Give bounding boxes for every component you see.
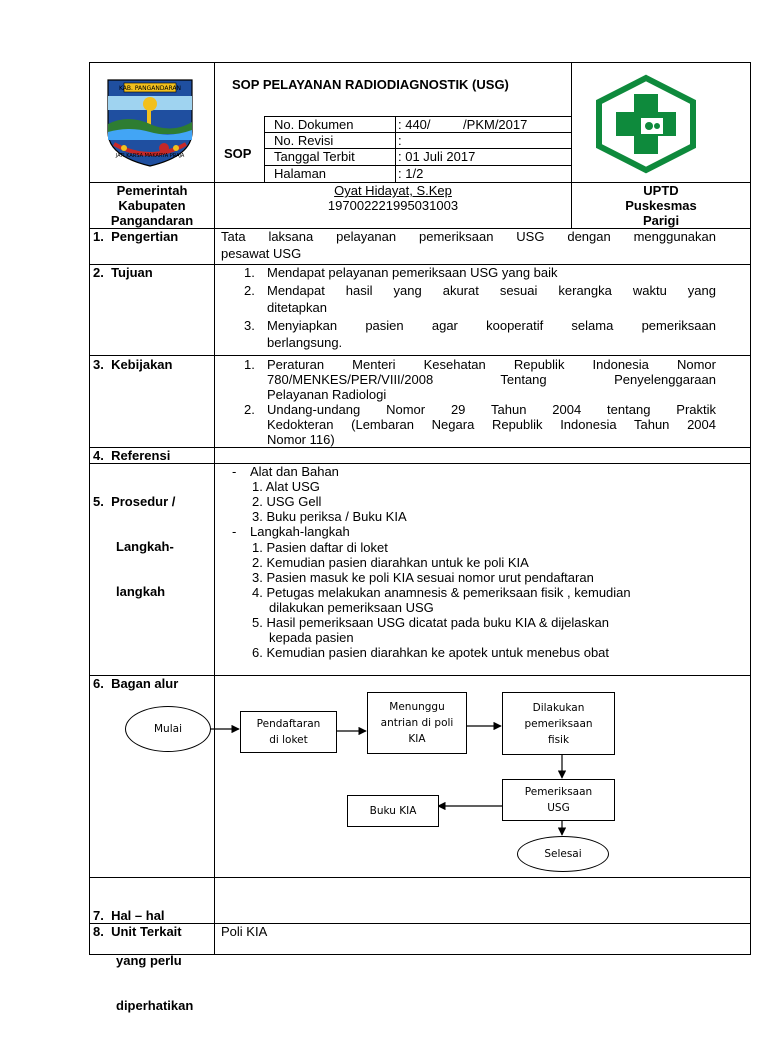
signer-nip: 197002221995031003 [327, 198, 459, 213]
meta-value-no-dokumen: : 440/ /PKM/2017 [398, 117, 528, 132]
section-label-kebijakan: 3. Kebijakan [93, 357, 173, 372]
flow-node-pemeriksaan-usg: Pemeriksaan USG [502, 779, 615, 821]
section-label-bagan-alur: 6. Bagan alur [93, 676, 179, 691]
section-label-hal-perlu-diperhatikan: 7. Hal – hal yang perlu diperhatikan [93, 908, 194, 1013]
org-name: UPTD Puskesmas Parigi [625, 183, 697, 228]
langkah-item: 2. Kemudian pasien diarahkan untuk ke poli KIA [252, 555, 529, 570]
document-title: SOP PELAYANAN RADIODIAGNOSTIK (USG) [232, 77, 509, 92]
kebijakan-item: Peraturan Menteri Kesehatan Republik Indonesia Nomor [267, 357, 716, 372]
pengertian-text-line2: pesawat USG [221, 246, 302, 261]
tujuan-item: Mendapat hasil yang akurat sesuai kerangka waktu yang [267, 283, 716, 298]
meta-label-halaman: Halaman [274, 166, 327, 181]
pengertian-text-line1: Tata laksana pelayanan pemeriksaan USG dengan menggunakan [221, 229, 716, 244]
section-label-tujuan: 2. Tujuan [93, 265, 153, 280]
langkah-item: 1. Pasien daftar di loket [252, 540, 388, 555]
meta-value-tanggal-terbit: : 01 Juli 2017 [398, 149, 476, 164]
langkah-item: 5. Hasil pemeriksaan USG dicatat pada buku KIA & dijelaskan [252, 615, 609, 630]
alat-item: 1. Alat USG [252, 479, 320, 494]
svg-text:JATI KARSA MAKARYA PRAJA: JATI KARSA MAKARYA PRAJA [115, 153, 185, 159]
flow-node-pendaftaran: Pendaftaran di loket [240, 711, 337, 753]
tujuan-item: Mendapat pelayanan pemeriksaan USG yang baik [267, 265, 558, 280]
meta-value-halaman: : 1/2 [398, 166, 424, 181]
sop-label: SOP [224, 146, 252, 161]
meta-label-tanggal-terbit: Tanggal Terbit [274, 149, 355, 164]
langkah-item: 4. Petugas melakukan anamnesis & pemeriksaan fisik , kemudian [252, 585, 631, 600]
flow-node-menunggu: Menunggu antrian di poli KIA [367, 692, 467, 754]
langkah-item: 3. Pasien masuk ke poli KIA sesuai nomor urut pendaftaran [252, 570, 594, 585]
alat-bahan-title: Alat dan Bahan [250, 464, 339, 479]
section-label-prosedur: 5. Prosedur / Langkah- langkah [93, 494, 176, 599]
flow-node-selesai: Selesai [517, 836, 609, 872]
meta-value-no-revisi: : [398, 133, 402, 148]
flow-node-dilakukan: Dilakukan pemeriksaan fisik [502, 692, 615, 755]
alat-item: 3. Buku periksa / Buku KIA [252, 509, 407, 524]
section-label-referensi: 4. Referensi [93, 448, 171, 463]
section-label-pengertian: 1. Pengertian [93, 229, 179, 244]
meta-label-no-dokumen: No. Dokumen [274, 117, 354, 132]
kebijakan-item: Undang-undang Nomor 29 Tahun 2004 tentang Praktik [267, 402, 716, 417]
unit-terkait-value: Poli KIA [221, 924, 268, 939]
signer-name: Oyat Hidayat, S.Kep [334, 183, 452, 198]
meta-label-no-revisi: No. Revisi [274, 133, 334, 148]
flow-node-mulai: Mulai [125, 706, 211, 752]
gov-name: Pemerintah Kabupaten Pangandaran [110, 183, 194, 228]
section-label-unit-terkait: 8. Unit Terkait [93, 924, 182, 939]
svg-text:KAB. PANGANDARAN: KAB. PANGANDARAN [118, 85, 182, 92]
langkah-title: Langkah-langkah [250, 524, 350, 539]
sop-document: KAB. PANGANDARAN JATI KARSA MAKARYA PRAJA SOP PELAYANAN RADIODIAGNOSTIK (USG) SOP No. Dokumen : 440/ /PKM/2017 No. Revisi : Tanggal Terbit : 01 Juli 2017 Halaman : 1/2 Pemerintah Kabupaten Pangandaran Oyat Hidayat, S.Kep 197002221995031003 UPTD Puskesmas Parigi 1. Pengertian Tata laksana pelayanan pemeriksaan USG dengan menggunakan pesawat USG 2. Tujuan 1. Mendapat pelayanan pemeriksaan USG yang baik 2. Mendapat hasil yang akurat sesuai kerangka waktu yang ditetapkan 3. Menyiapkan pasien agar kooperatif selama pemeriksaan berlangsung. 3. Kebijakan 1. Peraturan Menteri Kesehatan Republik Indonesia Nomor 780/MENKES/PER/VIII/2008 Tentang Penyelenggaraan Pelayanan Radiologi 2. Undang-undang Nomor 29 Tahun 2004 tentang Praktik Kedokteran (Lembaran Negara Republik Indonesia Tahun 2004 Nomor 116) 4. Referensi 5. Prosedur / Langkah- langkah - Alat dan Bahan 1. Alat USG 2. USG Gell 3. Buku periksa / Buku KIA - Langkah-langkah 1. Pasien daftar di loket 2. Kemudian pasien diarahkan untuk ke poli KIA 3. Pasien masuk ke poli KIA sesuai nomor urut pendaftaran 4. Petugas melakukan anamnesis & pemeriksaan fisik , kemudian dilakukan pemeriksaan USG 5. Hasil pemeriksaan USG dicatat pada buku KIA & dijelaskan kepada pasien 6. Kemudian pasien diarahkan ke apotek untuk menebus obat 6. Bagan alur Mulai Pendaftaran di loket Menunggu antrian di poli KIA Dilakukan pemeriksaan fisik Pemeriksaan USG Buku KIA Selesai 7. Hal – hal yang perlu diperhatikan 8. Unit Terkait Poli KIA [0, 0, 768, 1024]
langkah-item: 6. Kemudian pasien diarahkan ke apotek untuk menebus obat [252, 645, 610, 660]
alat-item: 2. USG Gell [252, 494, 322, 509]
tujuan-item: Menyiapkan pasien agar kooperatif selama pemeriksaan [267, 318, 716, 333]
flow-node-buku-kia: Buku KIA [347, 795, 439, 827]
